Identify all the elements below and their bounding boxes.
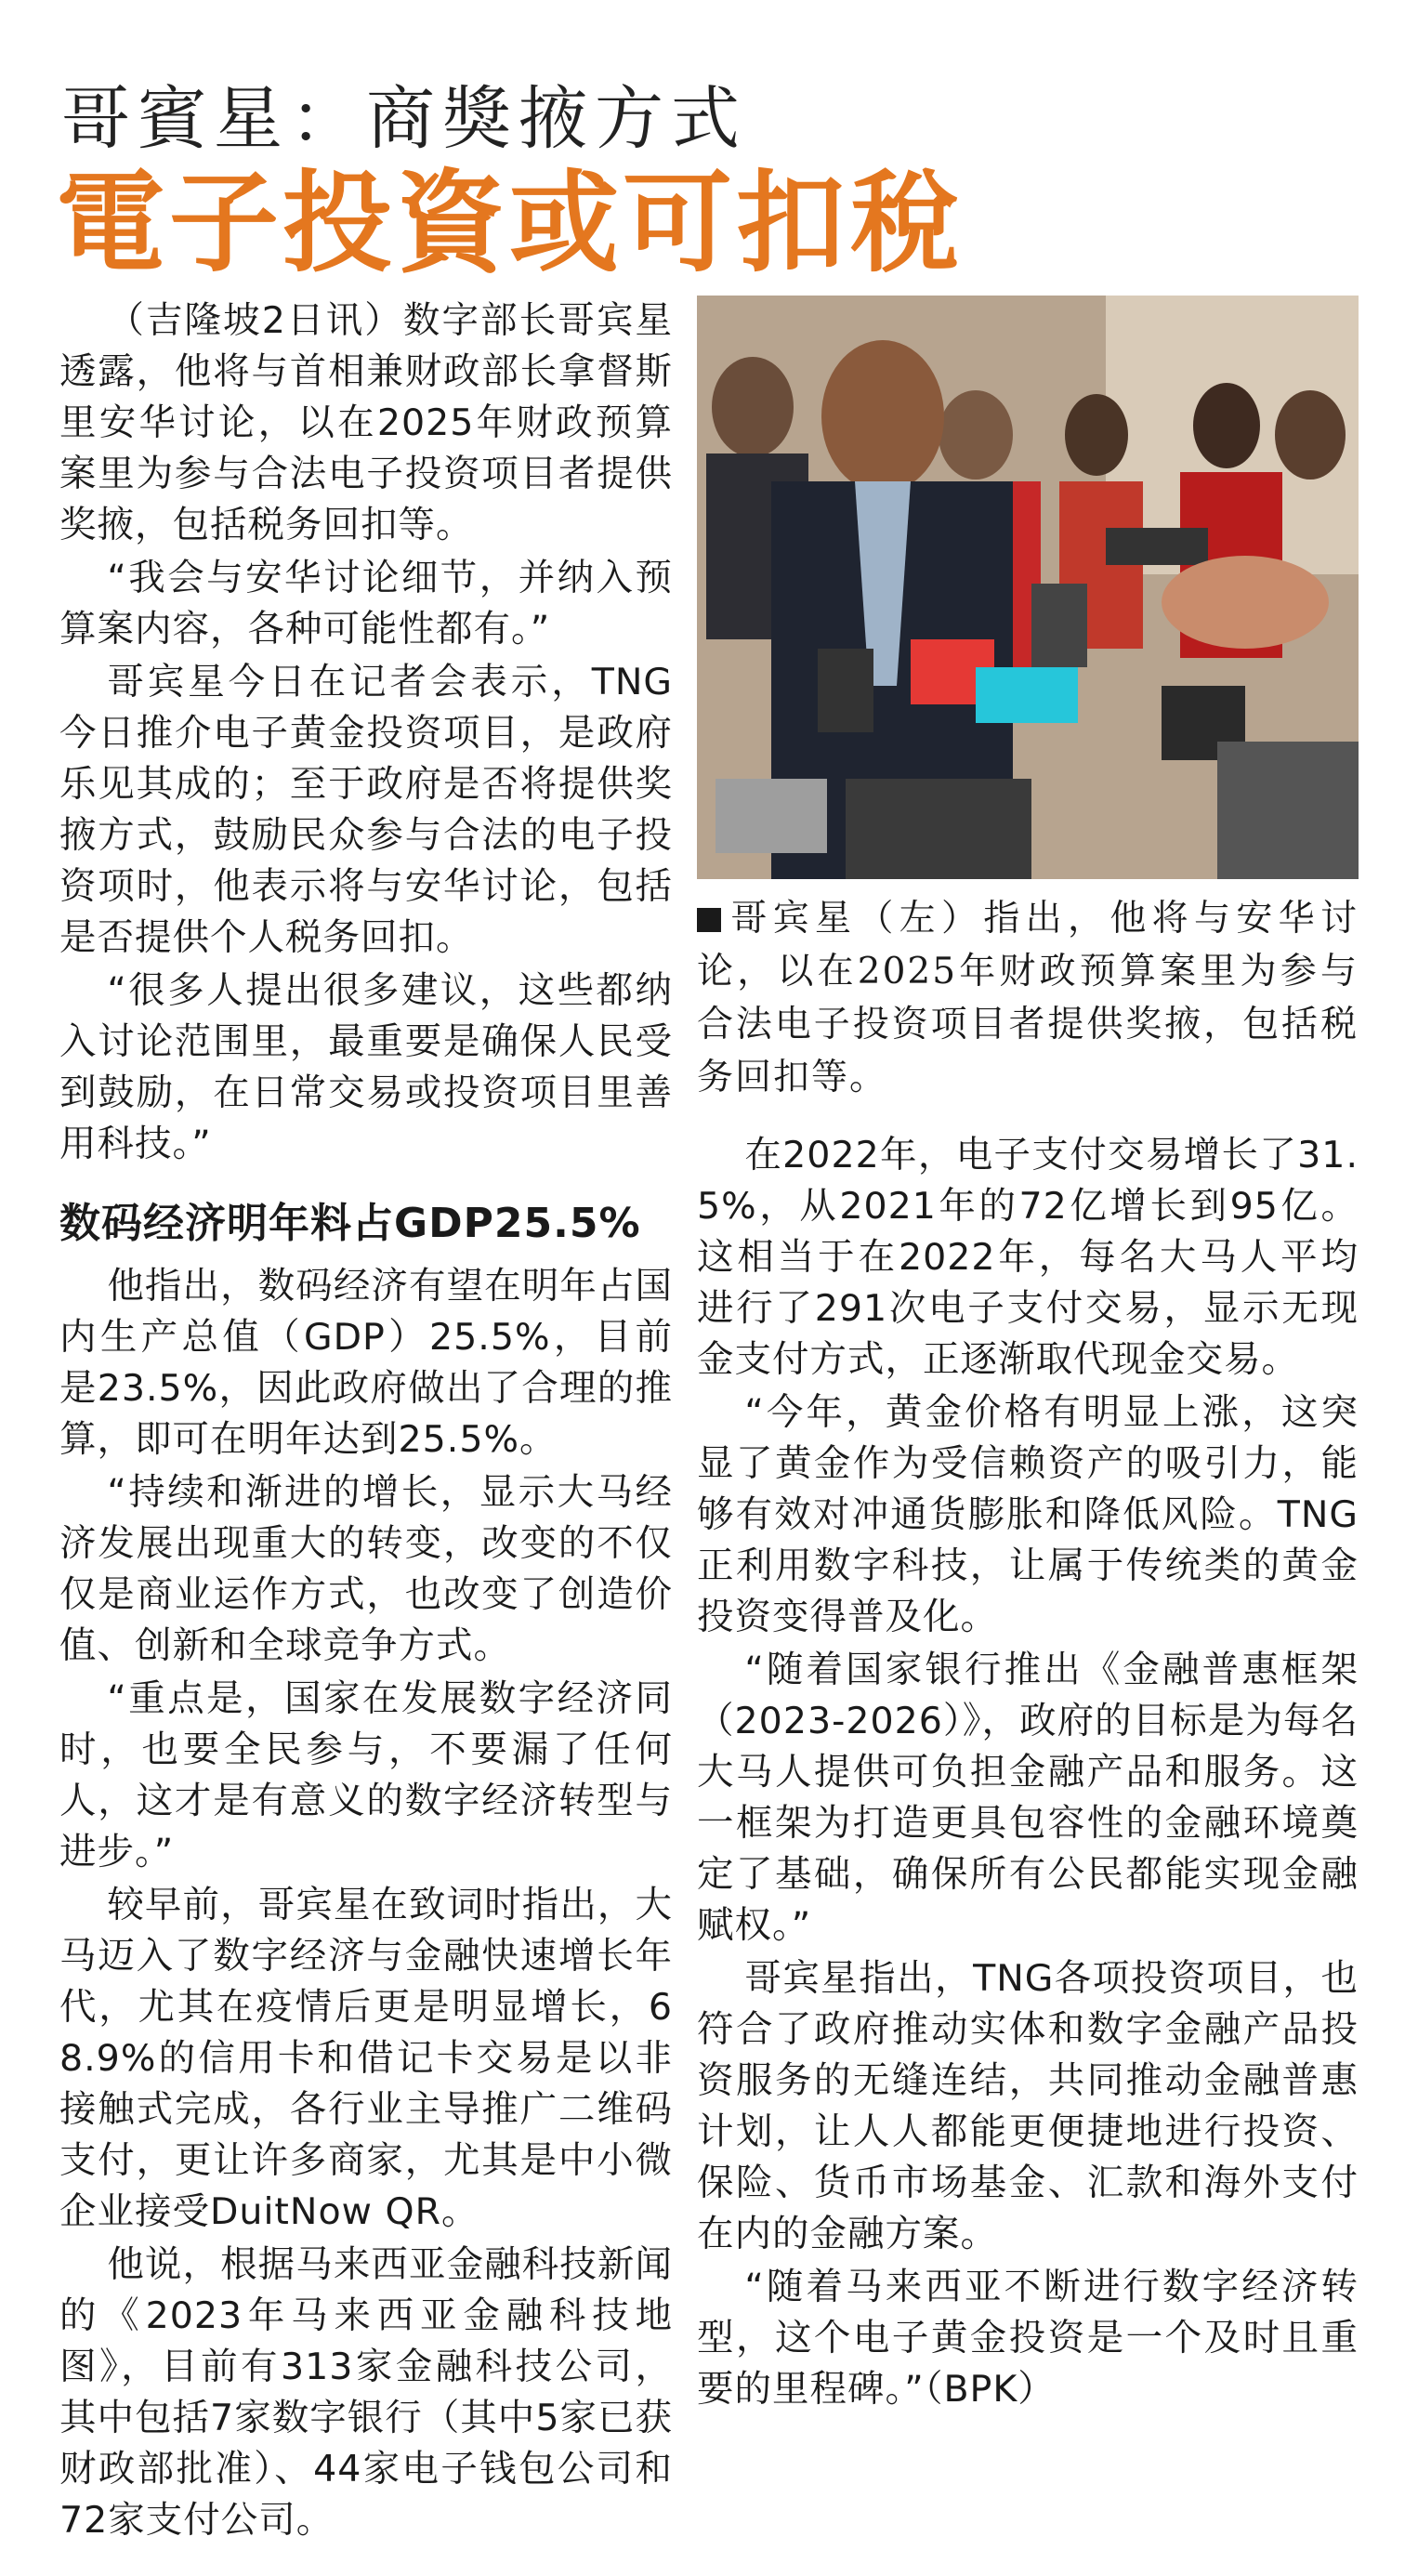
article-paragraph: （吉隆坡2日讯）数字部长哥宾星透露，他将与首相兼财政部长拿督斯里安华讨论，以在2025年财政预算案里为参与合法电子投资项目者提供奖掖，包括税务回扣等。	[59, 299, 673, 546]
press-conference-photo	[697, 296, 1359, 879]
article-paragraph: 他指出，数码经济有望在明年占国内生产总值（GDP）25.5%，目前是23.5%，因此政府做出了合理的推算，即可在明年达到25.5%。	[59, 1265, 673, 1461]
article-paragraph: 在2022年，电子支付交易增长了31.5%，从2021年的72亿增长到95亿。这相当于在2022年，每名大马人平均进行了291次电子支付交易，显示无现金支付方式，正逐渐取代现金交易。	[697, 1134, 1359, 1381]
article-paragraph: “今年，黄金价格有明显上涨，这突显了黄金作为受信赖资产的吸引力，能够有效对冲通货膨胀和降低风险。TNG正利用数字科技，让属于传统类的黄金投资变得普及化。	[697, 1391, 1359, 1638]
article-paragraph: “我会与安华讨论细节，并纳入预算案内容，各种可能性都有。”	[59, 557, 673, 651]
main-headline: 電子投資或可扣稅	[56, 159, 964, 287]
left-column	[59, 296, 673, 2548]
article-paragraph: “重点是，国家在发展数字经济同时，也要全民参与，不要漏了任何人，这才是有意义的数字经济转型与进步。”	[59, 1677, 673, 1873]
photo-caption-text: 哥宾星（左）指出，他将与安华讨论，以在2025年财政预算案里为参与合法电子投资项目者提供奖掖，包括税务回扣等。	[697, 898, 1359, 1098]
article-paragraph: 哥宾星今日在记者会表示，TNG今日推介电子黄金投资项目，是政府乐见其成的；至于政府是否将提供奖掖方式，鼓励民众参与合法的电子投资项时，他表示将与安华讨论，包括是否提供个人税务回扣。	[59, 661, 673, 959]
photo-caption	[697, 892, 1359, 1104]
article-paragraph: “持续和渐进的增长，显示大马经济发展出现重大的转变，改变的不仅仅是商业运作方式，也改变了创造价值、创新和全球竞争方式。	[59, 1471, 673, 1667]
caption-marker-icon	[697, 908, 721, 932]
article-paragraph: “随着马来西亚不断进行数字经济转型，这个电子黄金投资是一个及时且重要的里程碑。”（BPK）	[697, 2266, 1359, 2411]
news-photo	[697, 296, 1359, 879]
kicker-headline: 哥賓星：商獎掖方式	[61, 79, 747, 159]
article-paragraph: “很多人提出很多建议，这些都纳入讨论范围里，最重要是确保人民受到鼓励，在日常交易或投资项目里善用科技。”	[59, 969, 673, 1165]
right-column	[697, 296, 1359, 2417]
article-paragraph: 他说，根据马来西亚金融科技新闻的《2023年马来西亚金融科技地图》，目前有313家金融科技公司，其中包括7家数字银行（其中5家已获财政部批准）、44家电子钱包公司和72家支付公司。	[59, 2243, 673, 2542]
subheading: 数码经济明年料占GDP25.5%	[59, 1200, 641, 1247]
article-paragraph: 哥宾星指出，TNG各项投资项目，也符合了政府推动实体和数字金融产品投资服务的无缝连结，共同推动金融普惠计划，让人人都能更便捷地进行投资、保险、货币市场基金、汇款和海外支付在内的金融方案。	[697, 1957, 1359, 2255]
article-paragraph: 较早前，哥宾星在致词时指出，大马迈入了数字经济与金融快速增长年代，尤其在疫情后更是明显增长，68.9%的信用卡和借记卡交易是以非接触式完成，各行业主导推广二维码支付，更让许多商家，尤其是中小微企业接受DuitNow QR。	[59, 1884, 673, 2233]
article-paragraph: “随着国家银行推出《金融普惠框架（2023-2026）》，政府的目标是为每名大马人提供可负担金融产品和服务。这一框架为打造更具包容性的金融环境奠定了基础，确保所有公民都能实现金融赋权。”	[697, 1649, 1359, 1947]
